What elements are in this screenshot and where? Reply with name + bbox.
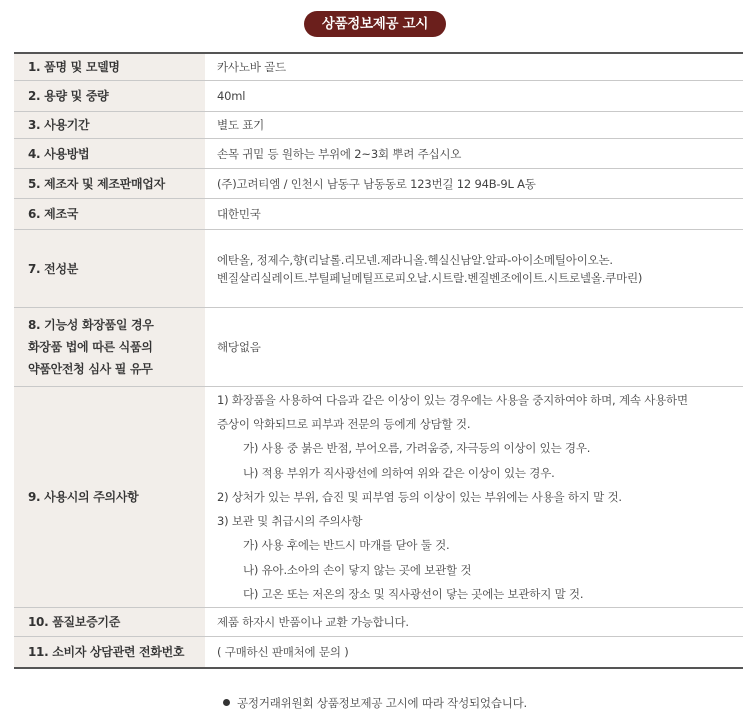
value-line: 1) 화장품을 사용하여 다음과 같은 이상이 있는 경우에는 사용을 중지하여야 하며, 계속 사용하면 [217, 393, 688, 408]
row-value [205, 637, 743, 667]
value-line: 2) 상처가 있는 부위, 습진 및 피부염 등의 이상이 있는 부위에는 사용을 하지 말 것. [217, 489, 622, 504]
label-line: 6. 제조국 [28, 207, 79, 221]
row-label [14, 230, 205, 307]
table-row-consumer-contact [14, 637, 743, 667]
row-label [14, 112, 205, 138]
value-line: 대한민국 [217, 207, 261, 221]
row-value [205, 112, 743, 138]
label-line: 8. 기능성 화장품일 경우 [28, 318, 154, 332]
value-line: 해당없음 [217, 340, 261, 354]
row-label [14, 169, 205, 198]
table-bottom-border [14, 667, 743, 669]
label-line: 3. 사용기간 [28, 118, 90, 132]
row-value [205, 54, 743, 80]
value-line: 나) 적용 부위가 직사광선에 의하여 위와 같은 이상이 있는 경우. [243, 465, 555, 480]
row-value [205, 81, 743, 111]
row-label [14, 199, 205, 229]
value-line: 증상이 악화되므로 피부과 전문의 등에게 상담할 것. [217, 417, 471, 432]
value-line: 가) 사용 후에는 반드시 마개를 닫아 둘 것. [243, 538, 450, 553]
value-line: 벤질살리실레이트.부틸페닐메틸프로피오날.시트랄.벤질벤조에이트.시트로넬올.쿠마린) [217, 270, 643, 285]
value-line: 제품 하자시 반품이나 교환 가능합니다. [217, 615, 409, 629]
table-row-ingredients [14, 230, 743, 308]
row-value [205, 230, 743, 307]
label-line: 1. 품명 및 모델명 [28, 60, 120, 74]
footnote [0, 695, 750, 711]
label-line: 11. 소비자 상담관련 전화번호 [28, 645, 185, 659]
value-line: 다) 고온 또는 저온의 장소 및 직사광선이 닿는 곳에는 보관하지 말 것. [243, 586, 584, 601]
row-label [14, 81, 205, 111]
product-info-table [14, 52, 743, 669]
row-value [205, 139, 743, 168]
row-label [14, 308, 205, 386]
label-line: 10. 품질보증기준 [28, 615, 120, 629]
page-title: 상품정보제공 고시 [304, 11, 446, 37]
label-line: 약품안전청 심사 필 유무 [28, 362, 153, 376]
value-line: 나) 유아.소아의 손이 닿지 않는 곳에 보관할 것 [243, 562, 472, 577]
value-line: 손목 귀밑 등 원하는 부위에 2~3회 뿌려 주십시오 [217, 146, 462, 161]
row-value [205, 387, 743, 607]
table-row-quality-guarantee [14, 608, 743, 637]
value-line: ( 구매하신 판매처에 문의 ) [217, 645, 349, 659]
row-value [205, 308, 743, 386]
value-line: (주)고려티엠 / 인천시 남동구 남동동로 123번길 12 94B-9L A동 [217, 176, 536, 191]
value-line: 3) 보관 및 취급시의 주의사항 [217, 514, 363, 529]
value-line: 가) 사용 중 붉은 반점, 부어오름, 가려움증, 자극등의 이상이 있는 경우. [243, 441, 591, 456]
label-line: 4. 사용방법 [28, 146, 90, 161]
row-label [14, 637, 205, 667]
row-label [14, 608, 205, 636]
value-line: 에탄올, 정제수,향(리날롤.리모넨.제라니올.헥실신남알.알파-아이소메틸아이오논. [217, 252, 613, 267]
label-line: 9. 사용시의 주의사항 [28, 490, 139, 504]
value-line: 40ml [217, 89, 246, 103]
table-row-product-name [14, 54, 743, 81]
value-line: 별도 표기 [217, 118, 265, 132]
table-row-usage-method [14, 139, 743, 169]
table-row-manufacturer [14, 169, 743, 199]
row-value [205, 199, 743, 229]
table-row-precautions [14, 387, 743, 608]
label-line: 2. 용량 및 중량 [28, 89, 109, 103]
label-line: 화장품 법에 따른 식품의 [28, 340, 153, 354]
table-row-functional-cosmetic [14, 308, 743, 387]
footnote-text: 공정거래위원회 상품정보제공 고시에 따라 작성되었습니다. [237, 696, 527, 710]
title-area [0, 11, 750, 37]
table-row-usage-period [14, 112, 743, 139]
row-value [205, 608, 743, 636]
value-line: 카사노바 골드 [217, 60, 286, 74]
label-line: 7. 전성분 [28, 261, 79, 276]
row-label [14, 387, 205, 607]
row-label [14, 139, 205, 168]
table-row-volume [14, 81, 743, 112]
row-label [14, 54, 205, 80]
table-row-country [14, 199, 743, 230]
label-line: 5. 제조자 및 제조판매업자 [28, 176, 165, 191]
bullet-icon [223, 699, 230, 706]
row-value [205, 169, 743, 198]
